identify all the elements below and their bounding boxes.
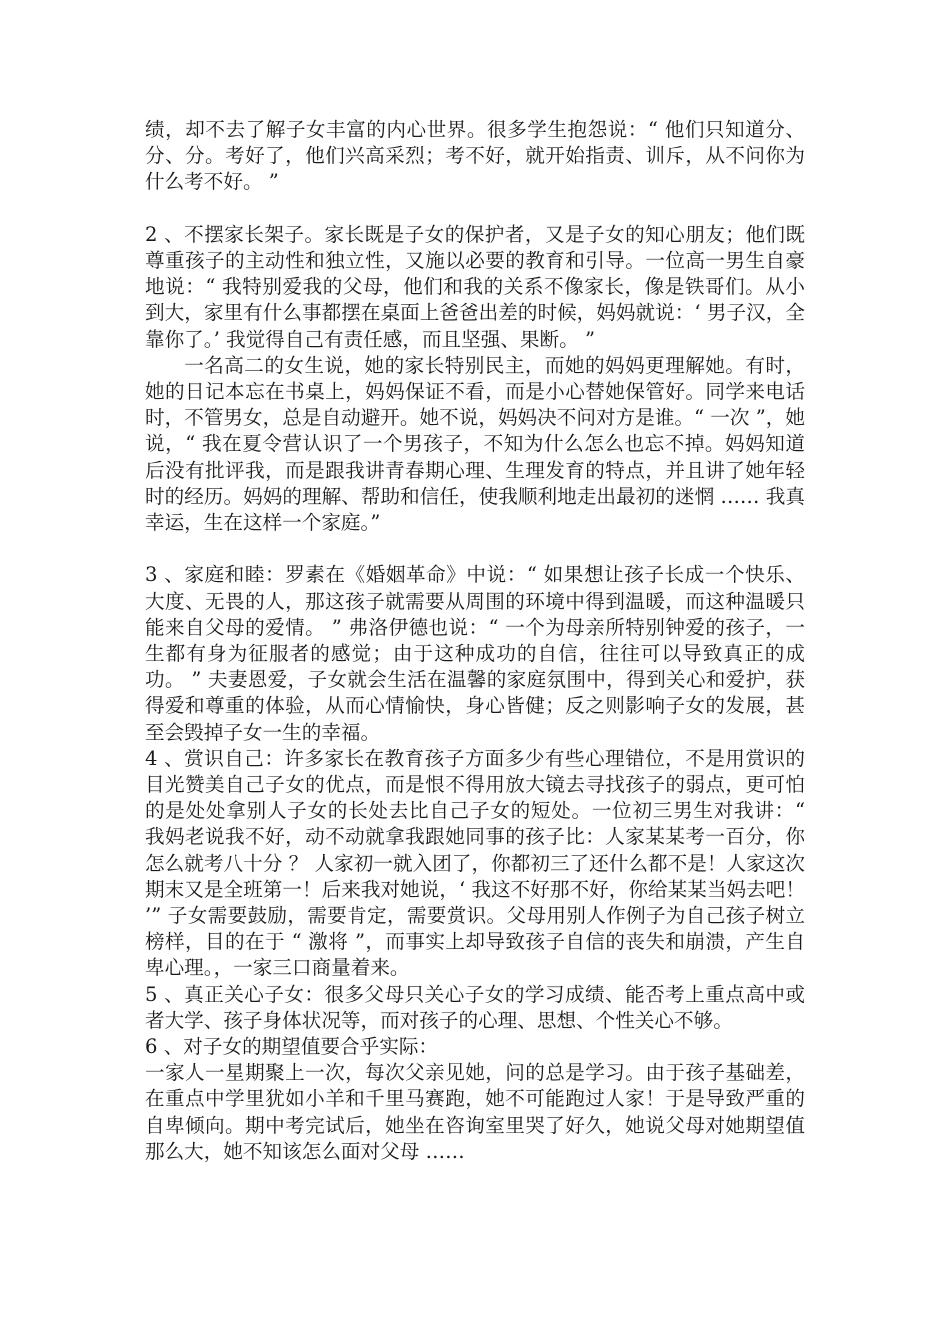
paragraph-point-5: 5 、真正关心子女：很多父母只关心子女的学习成绩、能否考上重点高中或者大学、孩子身体状况等，而对孩子的心理、思想、个性关心不够。 xyxy=(145,982,805,1032)
paragraph-gap xyxy=(145,196,805,222)
paragraph-point-2: 2 、不摆家长架子。家长既是子女的保护者，又是子女的知心朋友；他们既尊重孩子的主动性和独立性，又施以必要的教育和引导。一位高一男生自豪地说：“ 我特别爱我的父母，他们和我的关系不像家长，像是铁哥们。从小到大，家里有什么事都摆在桌面上爸爸出差的时候，妈妈就说：‘ 男子汉，全靠你了。’ 我觉得自己有责任感，而且坚强、果断。 ” xyxy=(145,222,805,351)
paragraph-point-6-heading: 6 、对子女的期望值要合乎实际： xyxy=(145,1035,439,1059)
paragraph-point-4: 4 、赏识自己：许多家长在教育孩子方面多少有些心理错位，不是用赏识的目光赞美自己子女的优点，而是恨不得用放大镜去寻找孩子的弱点，更可怕的是处处拿别人子女的长处去比自己子女的短处。一位初三男生对我讲：“ 我妈老说我不好，动不动就拿我跟她同事的孩子比：人家某某考一百分，你怎么就考八十分 ？ 人家初一就入团了，你都初三了还什么都不是！人家这次期末又是全班第一！后来我对她说，‘ 我这不好那不好，你给某某当妈去吧！ ’” 子女需要鼓励，需要肯定，需要赏识。父母用别人作例子为自己孩子树立榜样，目的在于 “ 激将 ”，而事实上却导致孩子自信的丧失和崩溃，产生自卑心理。，一家三口商量着来。 xyxy=(145,746,805,980)
paragraph-gap xyxy=(145,536,805,562)
paragraph-point-2-story: 一名高二的女生说，她的家长特别民主，而她的妈妈更理解她。有时，她的日记本忘在书桌上，妈妈保证不看，而是小心替她保管好。同学来电话时，不管男女，总是自动避开。她不说，妈妈决不问对方是谁。“ 一次 ”，她说，“ 我在夏令营认识了一个男孩子，不知为什么怎么也忘不掉。妈妈知道后没有批评我，而是跟我讲青春期心理、生理发育的特点，并且讲了她年轻时的经历。妈妈的理解、帮助和信任，使我顺利地走出最初的迷惘 …… 我真幸运，生在这样一个家庭。” xyxy=(145,353,805,535)
document-body xyxy=(145,117,805,1165)
paragraph-point-6-story: 一家人一星期聚上一次，每次父亲见她，问的总是学习。由于孩子基础差，在重点中学里犹如小羊和千里马赛跑，她不可能跑过人家！于是导致严重的自卑倾向。期中考完试后，她坐在咨询室里哭了好久，她说父母对她期望值那么大，她不知该怎么面对父母 …… xyxy=(145,1061,805,1163)
paragraph-point-3: 3 、家庭和睦：罗素在《婚姻革命》中说：“ 如果想让孩子长成一个快乐、大度、无畏的人，那这孩子就需要从周围的环境中得到温暖，而这种温暖只能来自父母的爱情。 ” 弗洛伊德也说：“ 一个为母亲所特别钟爱的孩子，一生都有身为征服者的感觉；由于这种成功的自信，往往可以导致真正的成功。 ” 夫妻恩爱，子女就会生活在温馨的家庭氛围中，得到关心和爱护，获得爱和尊重的体验，从而心情愉快，身心皆健；反之则影响子女的发展，甚至会毁掉子女一生的幸福。 xyxy=(145,563,805,744)
paragraph-intro-continuation: 绩，却不去了解子女丰富的内心世界。很多学生抱怨说：“ 他们只知道分、分、分。考好了，他们兴高采烈；考不好，就开始指责、训斥，从不问你为什么考不好。 ” xyxy=(145,118,805,194)
